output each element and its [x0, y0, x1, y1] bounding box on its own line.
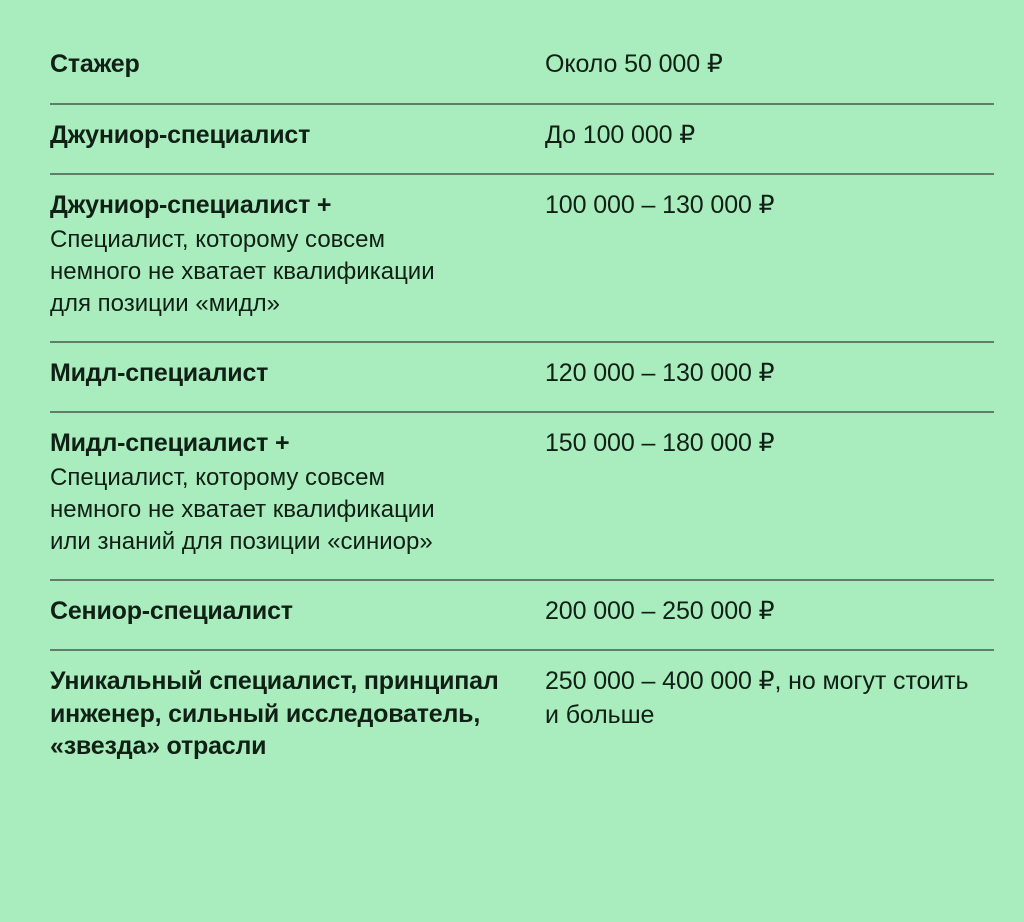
level-title: Мидл-специалист	[50, 358, 269, 387]
salary-levels-table	[50, 34, 994, 785]
pay-cell	[545, 412, 994, 580]
table-row	[50, 412, 994, 580]
pay-range: 120 000 – 130 000 ₽	[545, 358, 775, 387]
level-cell	[50, 104, 545, 175]
table-row	[50, 342, 994, 413]
level-title: Мидл-специалист +	[50, 429, 290, 458]
level-title: Сениор-специалист	[50, 596, 293, 625]
pay-cell	[545, 342, 994, 413]
level-title: Стажер	[50, 50, 140, 78]
level-cell	[50, 650, 545, 785]
level-note: Специалист, которому совсем немного не хватает квалификации или знаний для позиции «синиор»	[50, 463, 435, 556]
pay-cell	[545, 104, 994, 175]
pay-cell	[545, 174, 994, 342]
table-row	[50, 650, 994, 785]
level-cell	[50, 34, 545, 104]
pay-cell	[545, 34, 994, 104]
level-cell	[50, 580, 545, 651]
pay-range: Около 50 000 ₽	[545, 50, 723, 78]
level-title: Джуниор-специалист	[50, 120, 311, 149]
pay-cell	[545, 580, 994, 651]
pay-range: 200 000 – 250 000 ₽	[545, 596, 775, 625]
pay-range: До 100 000 ₽	[545, 120, 696, 149]
level-cell	[50, 342, 545, 413]
table-row	[50, 174, 994, 342]
level-note: Специалист, которому совсем немного не хватает квалификации для позиции «мидл»	[50, 225, 435, 318]
table-row	[50, 104, 994, 175]
table-row	[50, 34, 994, 104]
pay-range: 150 000 – 180 000 ₽	[545, 429, 775, 458]
level-title: Уникальный специалист, принципал инженер, сильный исследователь, «звезда» отрасли	[50, 667, 499, 761]
pay-range: 100 000 – 130 000 ₽	[545, 191, 775, 219]
pay-range: 250 000 – 400 000 ₽, но могут стоить и больше	[545, 667, 969, 730]
pay-cell	[545, 650, 994, 785]
level-cell	[50, 174, 545, 342]
salary-table-body	[50, 34, 994, 785]
level-title: Джуниор-специалист +	[50, 191, 332, 219]
level-cell	[50, 412, 545, 580]
table-row	[50, 580, 994, 651]
